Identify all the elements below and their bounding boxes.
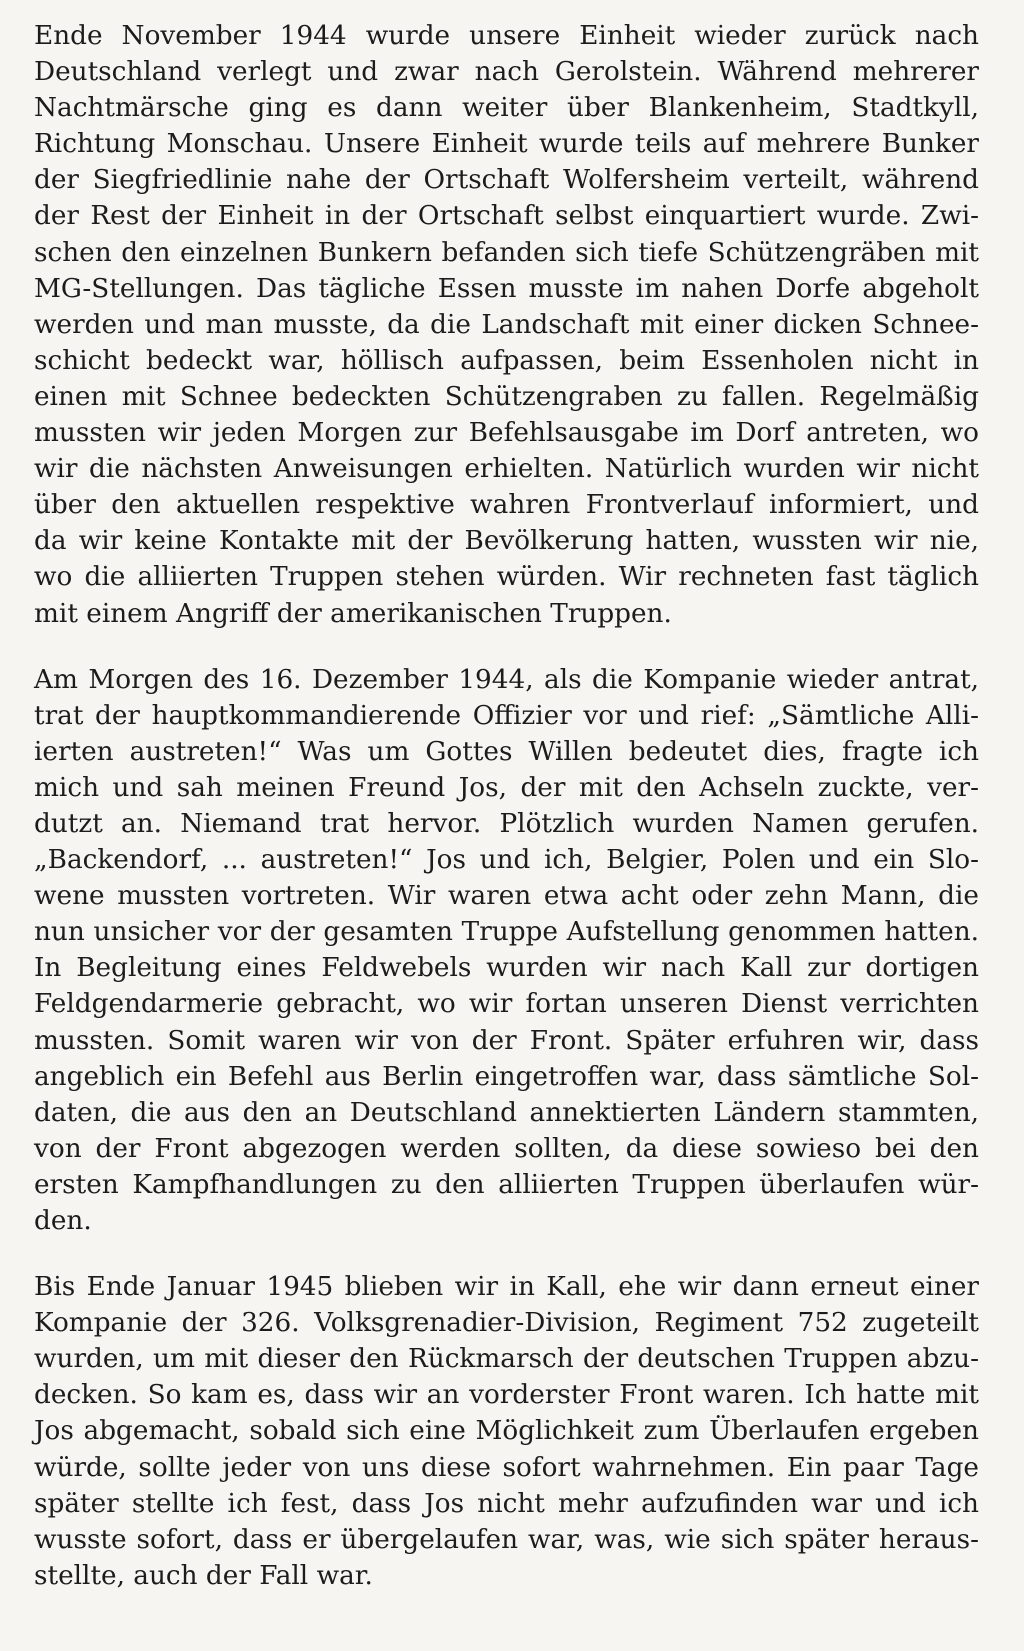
text-line: den. — [34, 1206, 92, 1236]
text-line: Bis Ende Januar 1945 blieben wir in Kall, ehe wir dann erneut einer — [34, 1272, 979, 1303]
text-line: Kompanie der 326. Volksgrenadier-Division, Regiment 752 zugeteilt — [34, 1308, 979, 1339]
text-line: wir die nächsten Anweisungen erhielten. Natürlich wurden wir nicht — [34, 454, 979, 485]
text-line: wo die alliierten Truppen stehen würden. Wir rechneten fast täglich — [34, 562, 979, 593]
text-line: ierten austreten!“ Was um Gottes Willen bedeutet dies, fragte ich — [34, 736, 979, 767]
text-line: wusste sofort, dass er übergelaufen war, was, wie sich später heraus- — [34, 1524, 979, 1555]
text-line: ersten Kampfhandlungen zu den alliierten Truppen überlaufen wür- — [34, 1169, 979, 1200]
text-line: wene mussten vortreten. Wir waren etwa acht oder zehn Mann, die — [34, 881, 979, 912]
text-line: Nachtmärsche ging es dann weiter über Blankenheim, Stadtkyll, — [34, 93, 979, 124]
text-line: decken. So kam es, dass wir an vorderster Front waren. Ich hatte mit — [34, 1380, 979, 1411]
text-line: „Backendorf, ... austreten!“ Jos und ich, Belgier, Polen und ein Slo- — [34, 845, 979, 876]
text-line: stellte, auch der Fall war. — [34, 1560, 373, 1591]
paragraph-1 — [34, 18, 979, 632]
text-line: schicht bedeckt war, höllisch aufpassen, beim Essenholen nicht in — [34, 345, 979, 376]
text-line: einen mit Schnee bedeckten Schützengraben zu fallen. Regelmäßig — [34, 381, 979, 412]
text-line: mussten wir jeden Morgen zur Befehlsausgabe im Dorf antreten, wo — [34, 418, 979, 449]
text-line: wurden, um mit dieser den Rückmarsch der deutschen Truppen abzu- — [34, 1344, 979, 1375]
text-line: dutzt an. Niemand trat hervor. Plötzlich wurden Namen gerufen. — [34, 808, 979, 839]
text-line: mich und sah meinen Freund Jos, der mit den Achseln zuckte, ver- — [34, 772, 979, 803]
paragraph-3 — [34, 1269, 979, 1594]
text-line: Ende November 1944 wurde unsere Einheit wieder zurück nach — [34, 21, 979, 51]
text-line: später stellte ich fest, dass Jos nicht mehr aufzufinden war und ich — [34, 1488, 979, 1519]
text-line: Am Morgen des 16. Dezember 1944, als die Kompanie wieder antrat, — [34, 664, 979, 695]
text-line: In Begleitung eines Feldwebels wurden wir nach Kall zur dortigen — [34, 953, 979, 984]
text-line: schen den einzelnen Bunkern befanden sich tiefe Schützengräben mit — [34, 237, 979, 268]
text-line: über den aktuellen respektive wahren Frontverlauf informiert, und — [34, 490, 979, 521]
text-line: der Siegfriedlinie nahe der Ortschaft Wolfersheim verteilt, während — [34, 165, 979, 196]
text-line: würde, sollte jeder von uns diese sofort wahrnehmen. Ein paar Tage — [34, 1452, 979, 1483]
text-line: Jos abgemacht, sobald sich eine Möglichkeit zum Überlaufen ergeben — [34, 1416, 979, 1447]
text-line: von der Front abgezogen werden sollten, da diese sowieso bei den — [34, 1133, 979, 1164]
text-line: da wir keine Kontakte mit der Bevölkerung hatten, wussten wir nie, — [34, 526, 979, 557]
text-line: trat der hauptkommandierende Offizier vor und rief: „Sämtliche Alli- — [34, 700, 979, 731]
text-line: Deutschland verlegt und zwar nach Gerolstein. Während mehrerer — [34, 57, 979, 88]
text-line: werden und man musste, da die Landschaft mit einer dicken Schnee- — [34, 309, 979, 340]
text-line: der Rest der Einheit in der Ortschaft selbst einquartiert wurde. Zwi- — [34, 201, 979, 232]
text-line: mit einem Angriff der amerikanischen Truppen. — [34, 598, 672, 629]
document-page — [34, 18, 979, 1594]
text-line: mussten. Somit waren wir von der Front. Später erfuhren wir, dass — [34, 1025, 979, 1056]
text-line: angeblich ein Befehl aus Berlin eingetroffen war, dass sämtliche Sol- — [34, 1061, 979, 1092]
text-line: nun unsicher vor der gesamten Truppe Aufstellung genommen hatten. — [34, 917, 979, 948]
text-line: daten, die aus den an Deutschland annektierten Ländern stammten, — [34, 1097, 979, 1128]
text-line: Richtung Monschau. Unsere Einheit wurde teils auf mehrere Bunker — [34, 129, 979, 160]
text-line: MG-Stellungen. Das tägliche Essen musste im nahen Dorfe abgeholt — [34, 273, 979, 304]
paragraph-2 — [34, 662, 979, 1240]
text-line: Feldgendarmerie gebracht, wo wir fortan unseren Dienst verrichten — [34, 989, 979, 1020]
